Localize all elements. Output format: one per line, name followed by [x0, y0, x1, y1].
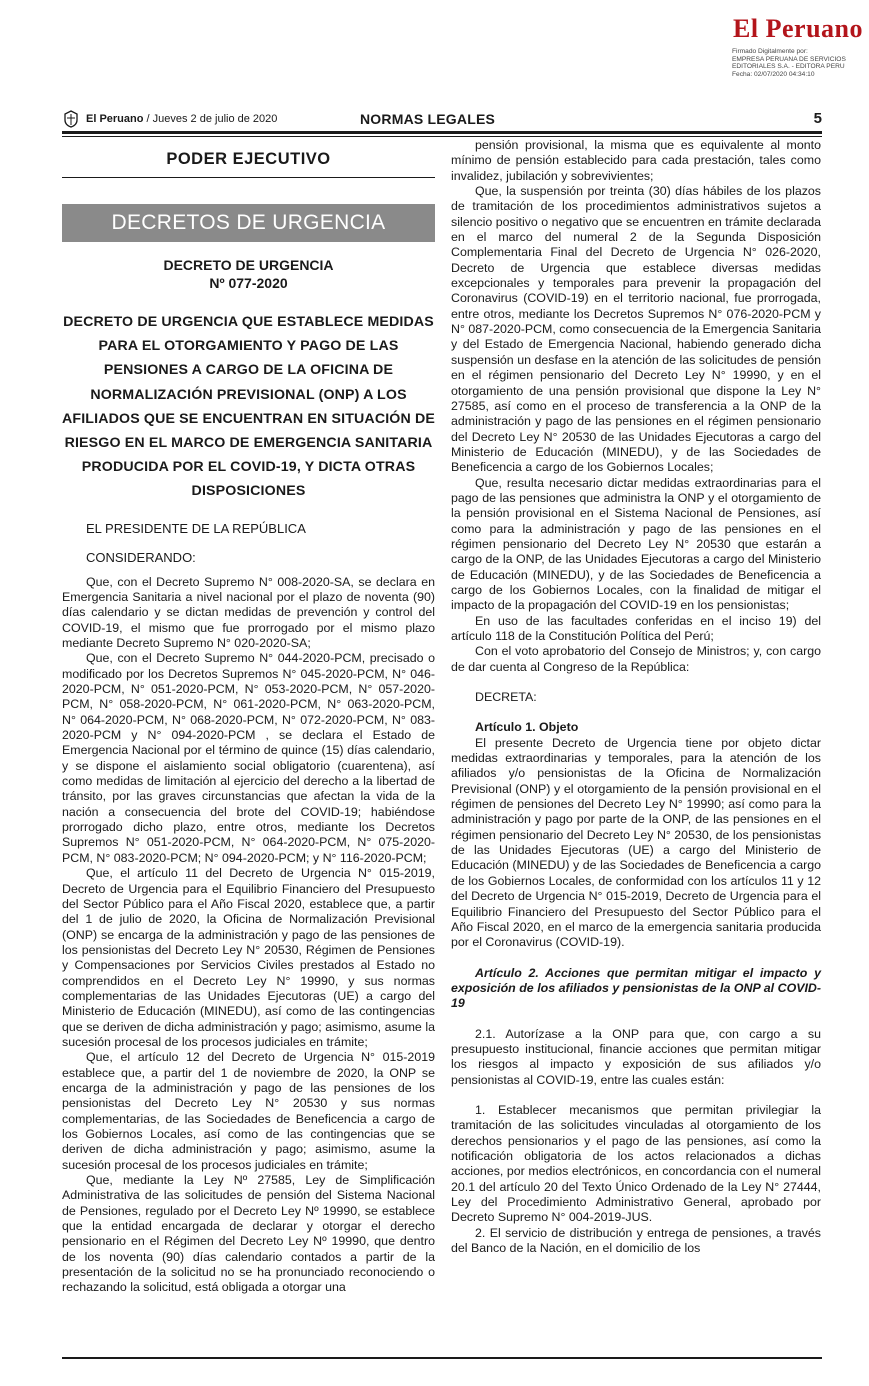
spacer — [451, 951, 821, 966]
paragraph: Que, resulta necesario dictar medidas extraordinarias para el pago de las pensiones que administra la ONP y el otorgamiento de la pensión provisional en el Sistema Nacional de Pensiones, así como para la administración y pago de las pensiones en el régimen pensionario del Decreto Ley N° 20530 que estarán a cargo de la ONP, de las Unidades Ejecutoras a cargo del Ministerio de Educación (MINEDU), y de las Sociedades de Beneficencia a cargo de los Gobiernos Locales, con la finalidad de mitigar el impacto de la propagación del COVID-19 en los pensionistas; — [451, 475, 821, 613]
paragraph: Que, el artículo 11 del Decreto de Urgencia N° 015-2019, Decreto de Urgencia para el Equilibrio Financiero del Presupuesto del Sector Público para el Año Fiscal 2020, establece que, a partir del 1 de julio de 2020, la Oficina de Normalización Previsional (ONP) se encarga de la administración y pago de las pensiones de los pensionistas del Decreto Ley N° 20530, Régimen de Pensiones y Compensaciones por Servicios Civiles prestados al Estado no comprendidos en el Decreto Ley N° 19990, y sus normas complementarias de las Unidades Ejecutoras (UE) a cargo del Ministerio de Educación (MINEDU), así como de las contingencias que se deriven de dicha administración y pago; asimismo, asume la sucesión procesal de los procesos judiciales en trámite; — [62, 866, 435, 1049]
paragraph: pensión provisional, la misma que es equivalente al monto mínimo de pensión establecido para cada prestación, tales como invalidez, jubilación y sobrevivientes; — [451, 138, 821, 183]
section-title-rule — [62, 177, 435, 178]
list-item: 1. Establecer mecanismos que permitan privilegiar la tramitación de las solicitudes vinculadas al otorgamiento de los derechos pensionarios y el pago de las pensiones, así como la notificación obligatoria de los actos relacionados a dichas acciones, por medios electrónicos, en concordancia con el numeral 20.1 del artículo 20 del Texto Único Ordenado de la Ley N° 27444, Ley del Procedimiento Administrativo General, aprobado por Decreto Supremo N° 004-2019-JUS. — [451, 1102, 821, 1225]
paragraph: Que, con el Decreto Supremo N° 044-2020-PCM, precisado o modificado por los Decretos Supremos N° 045-2020-PCM, N° 046-2020-PCM, N° 051-2020-PCM, N° 053-2020-PCM, N° 057-2020-PCM, N° 058-2020-PCM, N° 061-2020-PCM, N° 063-2020-PCM, N° 064-2020-PCM, N° 068-2020-PCM, N° 072-2020-PCM, N° 083-2020-PCM y N° 094-2020-PCM , se declara el Estado de Emergencia Nacional por el término de quince (15) días calendario, y se dispone el aislamiento social obligatorio (cuarentena), así como medidas de limitación al ejercicio del derecho a la libertad de tránsito, por las graves circunstancias que afectan la vida de la nación a consecuencia del brote del COVID-19; habiéndose prorrogado dicho plazo, entre otros, mediante los Decretos Supremos N° 051-2020-PCM, N° 064-2020-PCM, N° 075-2020-PCM, N° 083-2020-PCM; N° 094-2020-PCM; y N° 116-2020-PCM; — [62, 651, 435, 865]
paragraph: Que, con el Decreto Supremo N° 008-2020-SA, se declara en Emergencia Sanitaria a nivel nacional por el plazo de noventa (90) días calendario y se dictan medidas de prevención y control del COVID-19, el mismo que fue prorrogado por el mismo plazo mediante Decreto Supremo N° 020-2020-SA; — [62, 574, 435, 650]
article-1-text: El presente Decreto de Urgencia tiene por objeto dictar medidas extraordinarias y temporales, para la atención de los afiliados y/o pensionistas de la Oficina de Normalización Previsional (ONP) y el otorgamiento de la pensión provisional en el régimen de pensiones del Decreto Ley N° 19990; así como para la administración y pago por parte de la ONP, de las pensiones en el régimen pensionario del Decreto Ley N° 20530, de los pensionistas de las Unidades Ejecutoras (UE) a cargo del Ministerio de Educación (MINEDU) y de las Sociedades de Beneficencia a cargo de los Gobiernos Locales, de conformidad con los artículos 11 y 12 del Decreto de Urgencia N° 015-2019, Decreto de Urgencia para el Equilibrio Financiero del Presupuesto del Sector Público para el Año Fiscal 2020, en el marco de la emergencia sanitaria producida por el Coronavirus (COVID-19). — [451, 735, 822, 950]
decreta-heading: DECRETA: — [475, 690, 537, 705]
signature-line: Firmado Digitalmente por: — [732, 48, 808, 55]
header-date: / Jueves 2 de julio de 2020 — [143, 113, 278, 125]
article-1-heading: Artículo 1. Objeto — [475, 720, 579, 735]
running-header — [62, 110, 822, 130]
decree-number — [62, 256, 435, 292]
paragraph: Que, mediante la Ley Nº 27585, Ley de Simplificación Administrativa de las solicitudes de pensión del Sistema Nacional de Pensiones, regulado por el Decreto Ley Nº 19990, se establece que la entidad encargada de declarar y otorgar el derecho pensionario en el Régimen del Decreto Ley Nº 19990, que dentro de los noventa (90) días calendario contados a partir de la presentación de la solicitud no se ha pronunciado reconociendo o rechazando la solicitud, está obligada a otorgar una — [62, 1173, 435, 1295]
signature-line: Fecha: 02/07/2020 04:34:10 — [732, 70, 815, 78]
footer-rule — [62, 1357, 822, 1359]
decree-title: DECRETO DE URGENCIA QUE ESTABLECE MEDIDAS PARA EL OTORGAMIENTO Y PAGO DE LAS PENSIONES A CARGO DE LA OFICINA DE NORMALIZACIÓN PREVISIONAL (ONP) A LOS AFILIADOS QUE SE ENCUENTRAN EN SITUACIÓN DE RIESGO EN EL MARCO DE EMERGENCIA SANITARIA PRODUCIDA POR EL COVID-19, Y DICTA OTRAS DISPOSICIONES — [62, 314, 435, 500]
spacer — [451, 705, 821, 720]
signature-line: EMPRESA PERUANA DE SERVICIOS — [732, 55, 846, 63]
coat-of-arms-icon — [62, 110, 80, 128]
category-banner: DECRETOS DE URGENCIA — [62, 204, 435, 242]
column-right — [451, 138, 821, 1256]
paragraph: Con el voto aprobatorio del Consejo de Ministros; y, con cargo de dar cuenta al Congreso de la República: — [451, 644, 821, 674]
article-2-1: 2.1. Autorízase a la ONP para que, con cargo a su presupuesto institucional, financie acciones que permitan mitigar los riesgos al impacto y exposición de sus afiliados y/o pensionistas al COVID-19, entre las cuales están: — [451, 1026, 821, 1087]
decree-number-line: Nº 077-2020 — [209, 275, 288, 291]
paragraph: Que, la suspensión por treinta (30) días hábiles de los plazos de tramitación de los procedimientos administrativos sujetos a silencio positivo o negativo que se encuentren en trámite declarada en el marco del numeral 2 de la Segunda Disposición Complementaria Final del Decreto de Urgencia N° 026-2020, Decreto de Urgencia que establece diversas medidas excepcionales y temporales para prevenir la propagación del Coronavirus (COVID-19) en el territorio nacional, fue prorrogada, entre otros, mediante los Decretos Supremos N° 076-2020-PCM y N° 087-2020-PCM, como consecuencia de la Emergencia Sanitaria y del Estado de Emergencia Nacional, habiendo generado dicha suspensión un desfase en la atención de las solicitudes de pensión en el régimen pensionario del Decreto Ley N° 19990, y en el otorgamiento de una pensión provisional que dispone la Ley N° 27585, así como en el proceso de transferencia a la ONP de la administración y pago de las pensiones en el régimen pensionario del Decreto Ley N° 20530 de las Unidades Ejecutoras a cargo del Ministerio de Educación (MINEDU), y de las Sociedades de Beneficencia a cargo de los Gobiernos Locales; — [451, 184, 821, 475]
paragraph: En uso de las facultades conferidas en el inciso 19) del artículo 118 de la Constitución Política del Perú; — [451, 613, 821, 643]
header-rule-thin — [62, 136, 822, 137]
decree-number-line: DECRETO DE URGENCIA — [163, 257, 334, 273]
article-2-heading: Artículo 2. Acciones que permitan mitigar el impacto y exposición de los afiliados y pensionistas de la ONP al COVID-19 — [451, 965, 821, 1011]
header-paper: El Peruano — [86, 113, 144, 125]
spacer — [451, 1088, 821, 1103]
digital-signature — [732, 48, 866, 78]
column-left — [62, 150, 435, 1296]
considerando-body — [62, 575, 435, 1296]
paragraph: Que, el artículo 12 del Decreto de Urgencia N° 015-2019 establece que, a partir del 1 de noviembre de 2020, la ONP se encarga de la administración y pago de las pensiones de los pensionistas del Decreto Ley N° 20530 y sus normas complementarias, de las Sociedades de Beneficencia a cargo de los Gobiernos Locales, así como de las contingencias que se deriven de dicha administración y pago; asimismo, asume la sucesión procesal de los procesos judiciales en trámite; — [62, 1050, 435, 1172]
list-item: 2. El servicio de distribución y entrega de pensiones, a través del Banco de la Nación, en el domicilio de los — [451, 1225, 821, 1256]
section-title: PODER EJECUTIVO — [166, 150, 331, 168]
page-number: 5 — [813, 110, 822, 127]
signature-line: EDITORIALES S.A. - EDITORA PERU — [732, 63, 845, 71]
header-section: NORMAS LEGALES — [360, 111, 496, 127]
spacer — [451, 675, 821, 690]
president-line: EL PRESIDENTE DE LA REPÚBLICA — [86, 520, 306, 536]
considerando-heading: CONSIDERANDO: — [86, 549, 196, 565]
spacer — [451, 1012, 821, 1027]
header-rule — [62, 131, 822, 134]
header-paper-date — [86, 113, 277, 125]
brand-logo: El Peruano — [733, 14, 863, 43]
